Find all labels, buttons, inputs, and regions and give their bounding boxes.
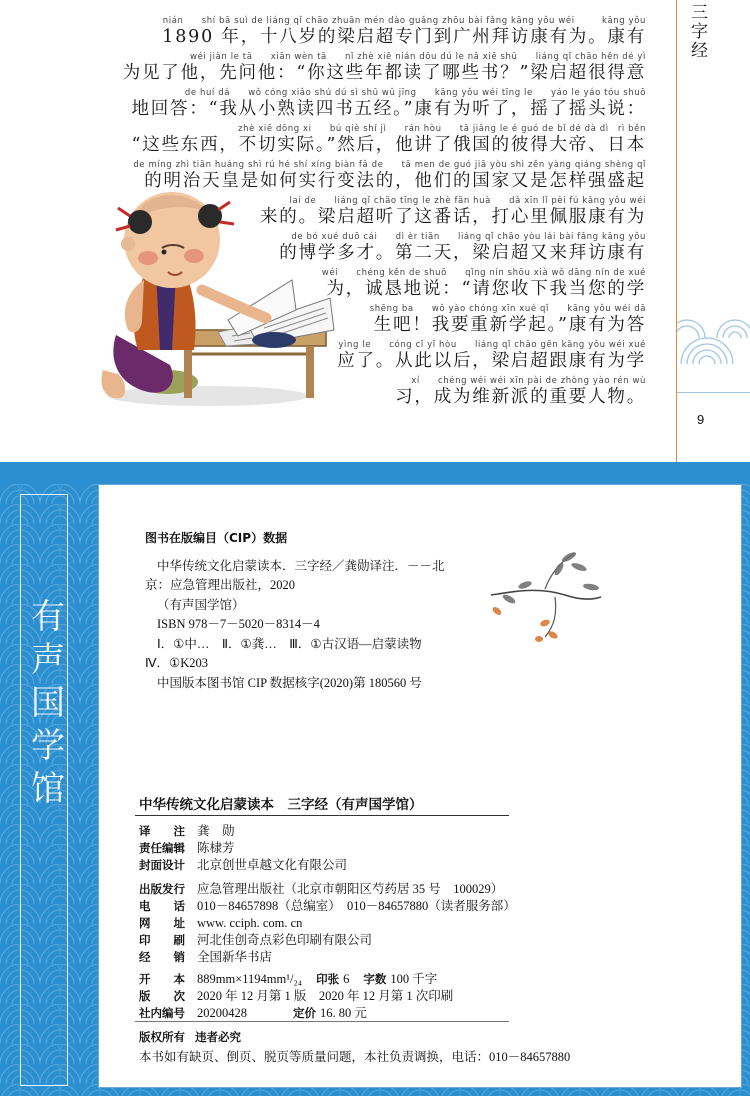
spec-value: 889mm×1194mm¹/₂₄ bbox=[197, 972, 303, 986]
cip-line: Ⅰ．①中… Ⅱ．①龚… Ⅲ．①古汉语—启蒙读物 bbox=[157, 636, 422, 651]
story-line bbox=[131, 122, 646, 156]
credit-row bbox=[139, 857, 347, 874]
cip-line: ISBN 978－7－5020－8314－4 bbox=[157, 617, 320, 631]
margin-divider bbox=[677, 392, 750, 393]
story-line bbox=[279, 230, 646, 264]
rights-value: 违者必究 bbox=[195, 1030, 241, 1044]
credit-value: 陈棣芳 bbox=[197, 841, 235, 855]
spec-value: 6 bbox=[343, 972, 350, 986]
spec-label: 定价 bbox=[293, 1006, 316, 1020]
branch-illustration bbox=[485, 539, 605, 649]
publisher-row bbox=[139, 881, 516, 898]
rights-notice: 本书如有缺页、倒页、脱页等质量问题，本社负责调换，电话：010－84657880 bbox=[139, 1050, 571, 1064]
cip-data bbox=[145, 529, 445, 693]
spec-row bbox=[139, 971, 453, 988]
pinyin-line: lai de liáng qǐ chāo tīng le zhè fān huà dǎ xīn lǐ pèi fú kāng yǒu wéi bbox=[289, 196, 646, 206]
cip-line: 京：应急管理出版社，2020 bbox=[145, 578, 296, 592]
rights-row bbox=[139, 1027, 570, 1047]
publisher-value: 010－84657898（总编室） 010－84657880（读者服务部） bbox=[197, 899, 516, 913]
specs-block bbox=[139, 971, 453, 1022]
pinyin-line: de bó xué duō cái dì èr tiān liáng qǐ chāo yòu lái bài fǎng kāng yǒu bbox=[291, 232, 646, 242]
story-line bbox=[370, 302, 646, 336]
hanzi-line: 地回答：“我从小熟读四书五经。”康有为听了，摇了摇头说： bbox=[131, 99, 646, 119]
cip-line: 中国版本图书馆 CIP 数据核字(2020)第 180560 号 bbox=[157, 675, 422, 690]
hanzi-line: 生吧！我要重新学起。”康有为答 bbox=[373, 315, 646, 335]
story-line bbox=[133, 158, 646, 192]
story-line bbox=[260, 194, 646, 228]
publisher-row bbox=[139, 898, 516, 915]
copyright-panel bbox=[98, 484, 742, 1088]
pinyin-line: xí chéng wéi wéi xīn pài de zhòng yào rén wù bbox=[411, 376, 646, 386]
series-title: 有声国学馆 bbox=[31, 597, 65, 809]
publisher-value: 河北佳创奇点彩色印刷有限公司 bbox=[197, 933, 373, 947]
spec-value: 20200428 bbox=[197, 1006, 247, 1020]
book-title: 中华传统文化启蒙读本 三字经（有声国学馆） bbox=[139, 797, 423, 813]
publisher-label: 电 话 bbox=[139, 899, 185, 913]
hanzi-line: “这些东西，不切实际。”然后，他讲了俄国的彼得大帝、日本 bbox=[131, 135, 646, 155]
spec-row bbox=[139, 1005, 453, 1022]
copyright-page bbox=[0, 484, 750, 1096]
pinyin-line: nián shí bā suì de liáng qǐ chāo zhuān mén dào guǎng zhōu bài fǎng kāng yǒu wéi kāng yǒu bbox=[162, 16, 646, 26]
cip-line: Ⅳ．①K203 bbox=[145, 656, 209, 670]
hanzi-line: 的博学多才。第二天，梁启超又来拜访康有 bbox=[279, 243, 646, 263]
story-line bbox=[322, 266, 646, 300]
publisher-label: 网 址 bbox=[139, 916, 185, 930]
spec-value: 16. 80 元 bbox=[320, 1006, 367, 1020]
publisher-label: 印 刷 bbox=[139, 933, 185, 947]
side-title: 三字经 bbox=[691, 3, 708, 61]
rights-label: 版权所有 bbox=[139, 1030, 185, 1044]
website-value[interactable]: www. cciph. com. cn bbox=[197, 916, 303, 930]
pinyin-line: wéi chéng kěn de shuō qǐng nín shōu xià wǒ dāng nín de xué bbox=[321, 268, 646, 278]
credit-row bbox=[139, 840, 347, 857]
spec-value: 2020 年 12 月第 1 版 2020 年 12 月第 1 次印刷 bbox=[197, 989, 454, 1003]
story-line bbox=[395, 374, 646, 408]
hanzi-line: 应了。从此以后，梁启超跟康有为学 bbox=[337, 351, 646, 371]
credit-label: 责任编辑 bbox=[139, 841, 185, 855]
pinyin-line: wéi jiàn le tā xiān wèn tā nǐ zhè xiē nián dōu dú le nǎ xiē shū liáng qǐ chāo hěn dé yì bbox=[190, 52, 646, 62]
spec-label: 字数 bbox=[363, 972, 387, 986]
story-line bbox=[337, 338, 646, 372]
spec-value: 100 千字 bbox=[390, 972, 438, 986]
cip-line: 中华传统文化启蒙读本．三字经／龚勋译注．－－北 bbox=[157, 558, 445, 573]
spec-label: 版 次 bbox=[139, 989, 185, 1003]
rights-block bbox=[139, 1027, 570, 1067]
side-margin bbox=[676, 0, 750, 462]
credit-label: 封面设计 bbox=[139, 858, 185, 872]
credit-value: 北京创世卓越文化有限公司 bbox=[197, 858, 348, 872]
credit-label: 译 注 bbox=[139, 824, 185, 838]
hanzi-line: 的明治天皇是如何实行变法的，他们的国家又是怎样强盛起 bbox=[144, 171, 646, 191]
hanzi-line: 来的。梁启超听了这番话，打心里佩服康有为 bbox=[260, 207, 646, 227]
spec-label: 印张 bbox=[316, 972, 340, 986]
page-divider bbox=[0, 462, 750, 484]
page-number: 9 bbox=[697, 412, 705, 427]
publisher-row bbox=[139, 915, 516, 932]
spec-row bbox=[139, 988, 453, 1005]
hanzi-line: 为，诚恳地说：“请您收下我当您的学 bbox=[326, 279, 646, 299]
story-line bbox=[162, 14, 646, 48]
spec-label: 社内编号 bbox=[139, 1006, 185, 1020]
hanzi-line: 习，成为维新派的重要人物。 bbox=[395, 387, 646, 407]
pinyin-line: zhè xiē dōng xi bú qiè shí jì rán hòu tā jiǎng le é guó de bǐ dé dà dì rì běn bbox=[238, 124, 646, 134]
publisher-label: 出版发行 bbox=[139, 882, 185, 896]
pinyin-line: yìng le cóng cǐ yǐ hòu liáng qǐ chāo gēn kāng yǒu wéi xué bbox=[338, 340, 646, 350]
credit-value: 龚 勋 bbox=[197, 824, 235, 838]
publisher-label: 经 销 bbox=[139, 950, 185, 964]
wave-ornament-icon bbox=[677, 304, 750, 364]
publisher-row bbox=[139, 932, 516, 949]
publisher-block bbox=[139, 881, 516, 966]
story-line bbox=[131, 86, 646, 120]
publisher-value: 应急管理出版社（北京市朝阳区芍药居 35 号 100029） bbox=[197, 882, 504, 896]
title-rule bbox=[135, 815, 509, 816]
hanzi-line: 1890 年，十八岁的梁启超专门到广州拜访康有为。康有 bbox=[162, 27, 646, 47]
specs-rule bbox=[135, 1021, 509, 1022]
story-page bbox=[0, 0, 750, 462]
pinyin-line: de huí dá wǒ cóng xiǎo shú dú sì shū wǔ jīng kāng yǒu wéi tīng le yáo le yáo tóu shuō bbox=[184, 88, 646, 98]
story-line bbox=[123, 50, 646, 84]
orange-rule bbox=[676, 0, 677, 462]
pinyin-line: shēng ba wǒ yào chóng xīn xué qǐ kāng yǒu wéi dā bbox=[369, 304, 646, 314]
cip-line: （有声国学馆） bbox=[157, 597, 245, 612]
spec-label: 开 本 bbox=[139, 972, 185, 986]
hanzi-line: 为见了他，先问他：“你这些年都读了哪些书？”梁启超很得意 bbox=[122, 63, 646, 83]
cip-title: 图书在版编目（CIP）数据 bbox=[145, 531, 288, 545]
credits-block bbox=[139, 823, 347, 874]
credit-row bbox=[139, 823, 347, 840]
publisher-row bbox=[139, 949, 516, 966]
pinyin-line: de míng zhì tiān huáng shì rú hé shí xíng biàn fǎ de tā men de guó jiā yòu shì zěn yàng qiáng shèng qǐ bbox=[133, 160, 646, 170]
publisher-value: 全国新华书店 bbox=[197, 950, 273, 964]
